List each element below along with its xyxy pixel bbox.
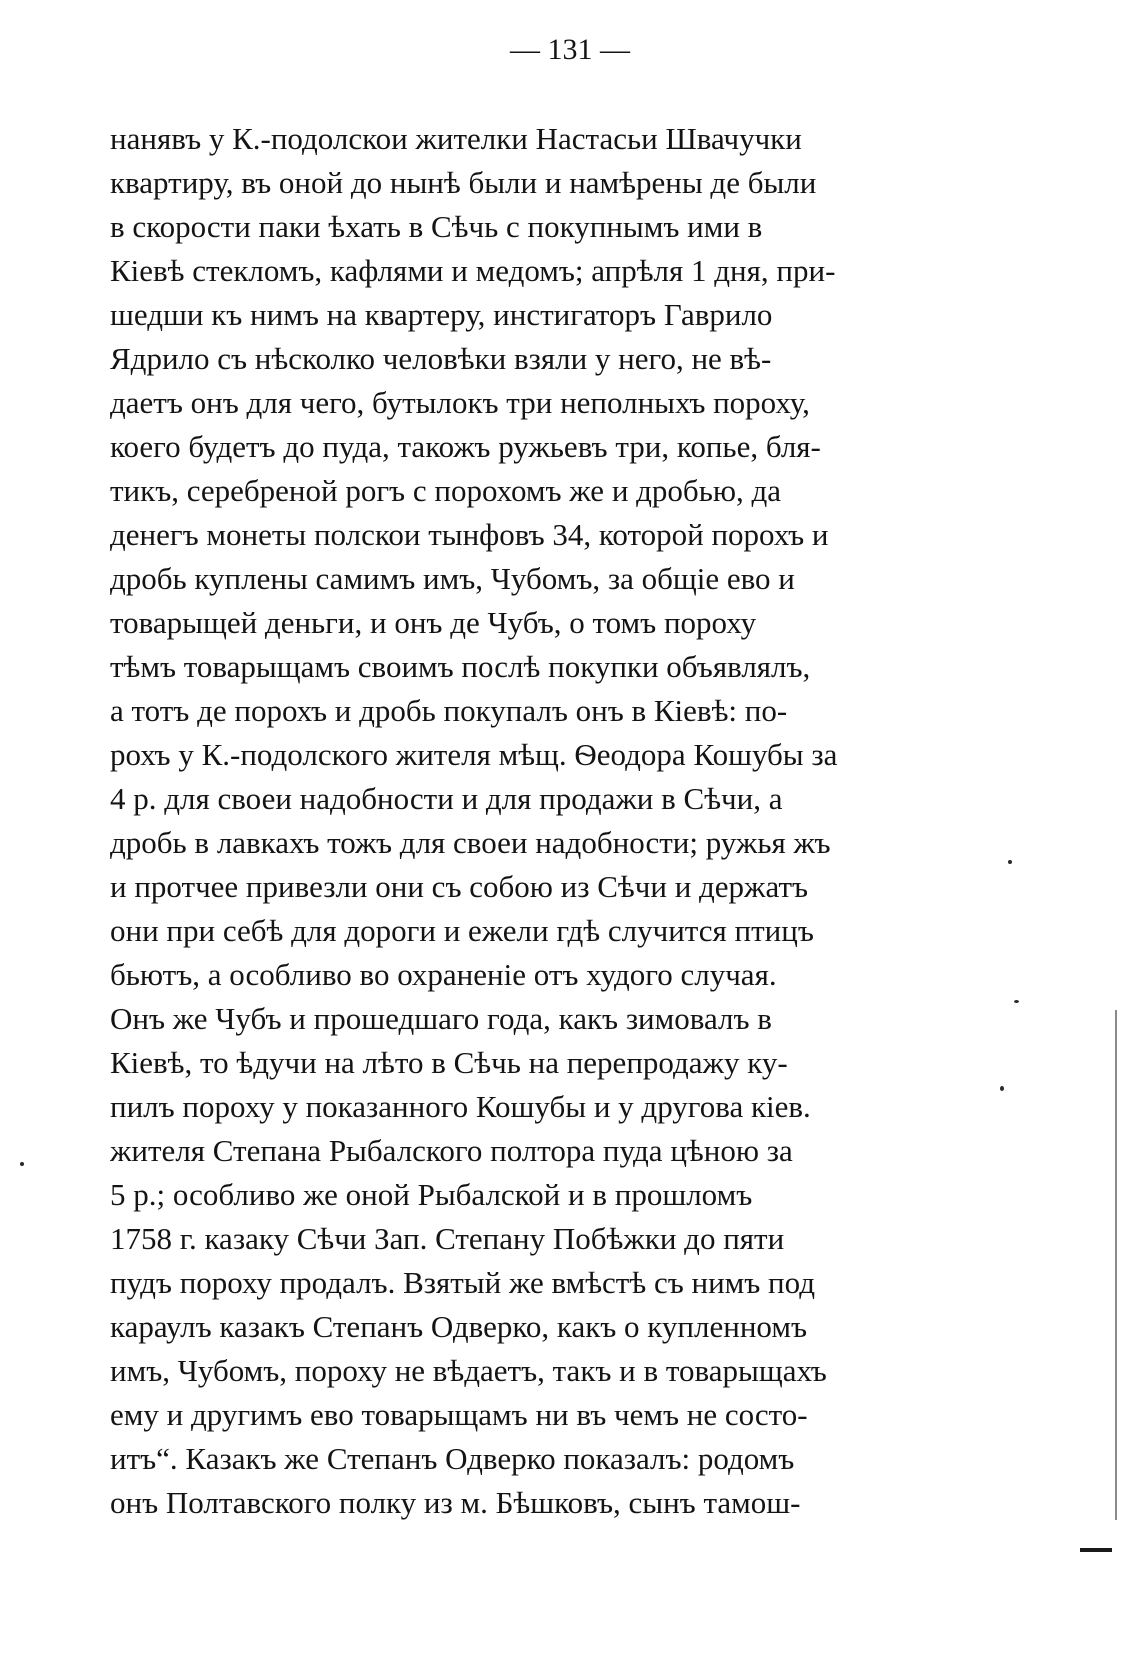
text-line: дробь в лавкахъ тожъ для своеи надобности; ружья жъ	[110, 825, 831, 860]
text-line: пудъ пороху продалъ. Взятый же вмѣстѣ съ нимъ под	[110, 1265, 816, 1300]
text-line: пилъ пороху у показанного Кошубы и у другова кіев.	[110, 1089, 811, 1124]
binding-edge-line	[1115, 1010, 1117, 1520]
print-speck	[1014, 1000, 1019, 1003]
text-line: а тотъ де порохъ и дробь покупалъ онъ в Кіевѣ: по-	[110, 693, 788, 728]
text-line: Онъ же Чубъ и прошедшаго года, какъ зимовалъ в	[110, 1001, 772, 1036]
text-line: имъ, Чубомъ, пороху не вѣдаетъ, такъ и в товарыщахъ	[110, 1353, 827, 1388]
text-line: в скорости паки ѣхать в Сѣчь с покупнымъ ими в	[110, 209, 763, 244]
text-line: 5 р.; особливо же оной Рыбалской и в прошломъ	[110, 1177, 753, 1212]
text-line: шедши къ нимъ на квартеру, инстигаторъ Гаврило	[110, 297, 773, 332]
text-line: онъ Полтавского полку из м. Бѣшковъ, сынъ тамош-	[110, 1485, 801, 1520]
print-speck	[20, 1162, 24, 1166]
text-line: и протчее привезли они съ собою из Сѣчи и держатъ	[110, 869, 809, 904]
text-line: Кіевѣ стекломъ, кафлями и медомъ; апрѣля 1 дня, при-	[110, 253, 836, 288]
print-speck	[1000, 1086, 1004, 1091]
print-speck	[1008, 860, 1012, 864]
text-line: нанявъ у К.-подолскои жителки Настасьи Швачучки	[110, 121, 802, 156]
text-line: тикъ, серебреной рогъ с порохомъ же и дробью, да	[110, 473, 782, 508]
text-line: ему и другимъ ево товарыщамъ ни въ чемъ не состо-	[110, 1397, 808, 1432]
text-line: тѣмъ товарыщамъ своимъ послѣ покупки объявлялъ,	[110, 649, 811, 684]
text-line: дробь куплены самимъ имъ, Чубомъ, за общіе ево и	[110, 561, 795, 596]
page-number: — 131 —	[510, 33, 630, 66]
binding-edge-mark	[1080, 1548, 1112, 1552]
text-line: товарыщей деньги, и онъ де Чубъ, о томъ пороху	[110, 605, 757, 640]
body-text	[110, 117, 978, 1525]
text-line: жителя Степана Рыбалского полтора пуда цѣною за	[110, 1133, 793, 1168]
text-line: денегъ монеты полскои тынфовъ 34, которой порохъ и	[110, 517, 829, 552]
text-line: караулъ казакъ Степанъ Одверко, какъ о купленномъ	[110, 1309, 807, 1344]
text-line: 4 р. для своеи надобности и для продажи в Сѣчи, а	[110, 781, 783, 816]
text-line: Ядрило съ нѣсколко человѣки взяли у него, не вѣ-	[110, 341, 772, 376]
text-line: коего будетъ до пуда, такожъ ружьевъ три, копье, бля-	[110, 429, 821, 464]
text-line: бьютъ, а особливо во охраненіе отъ худого случая.	[110, 957, 777, 992]
text-line: рохъ у К.-подолского жителя мѣщ. Ѳеодора Кошубы за	[110, 737, 838, 772]
text-line: 1758 г. казаку Сѣчи Зап. Степану Побѣжки до пяти	[110, 1221, 785, 1256]
text-line: они при себѣ для дороги и ежели гдѣ случится птицъ	[110, 913, 814, 948]
text-line: итъ“. Казакъ же Степанъ Одверко показалъ: родомъ	[110, 1441, 795, 1476]
text-line: Кіевѣ, то ѣдучи на лѣто в Сѣчь на перепродажу ку-	[110, 1045, 788, 1080]
text-line: даетъ онъ для чего, бутылокъ три неполныхъ пороху,	[110, 385, 810, 420]
text-line: квартиру, въ оной до нынѣ были и намѣрены де были	[110, 165, 817, 200]
